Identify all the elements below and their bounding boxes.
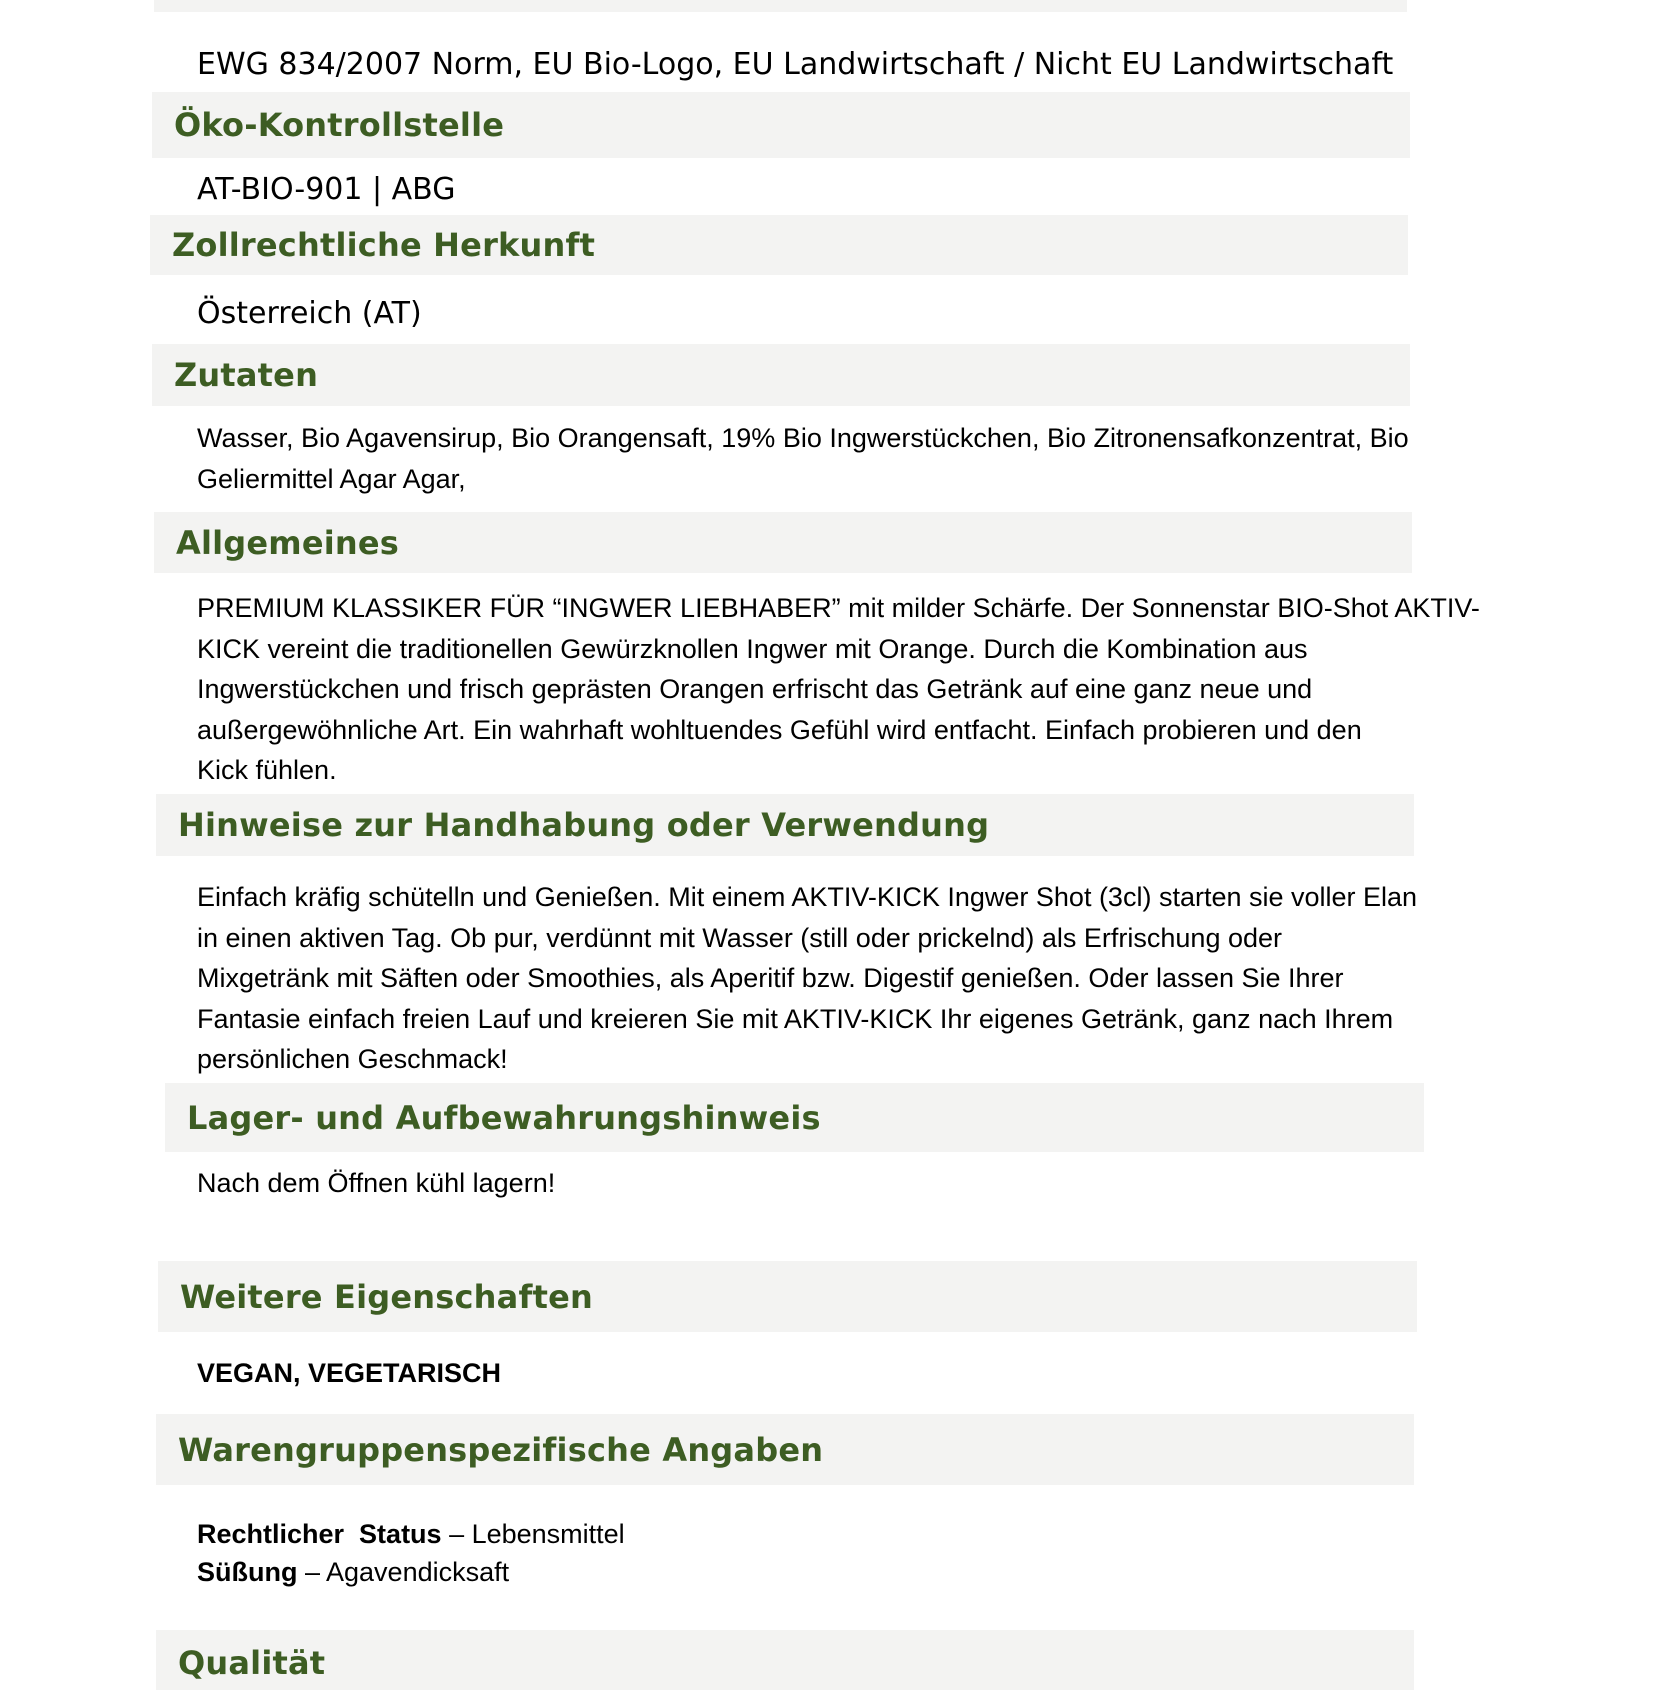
hinweise-line: persönlichen Geschmack! — [197, 1044, 508, 1074]
section-title-kontrollstelle: Öko-Kontrollstelle — [174, 106, 505, 144]
section-header-qualitaet — [156, 1630, 1414, 1690]
section-title-eigenschaften: Weitere Eigenschaften — [180, 1277, 593, 1316]
section-header-zutaten — [152, 344, 1410, 406]
section-header-kontrollstelle — [152, 92, 1410, 158]
eigenschaften-value: VEGAN, VEGETARISCH — [197, 1358, 502, 1388]
zutaten-text — [197, 418, 1409, 499]
hinweise-text — [197, 877, 1417, 1080]
warengruppe-suessung — [197, 1553, 509, 1591]
section-header-eigenschaften — [158, 1261, 1417, 1332]
zutaten-line: Wasser, Bio Agavensirup, Bio Orangensaft, 19% Bio Ingwerstückchen, Bio Zitronensafkonzentrat, Bio — [197, 423, 1409, 453]
section-title-herkunft: Zollrechtliche Herkunft — [172, 226, 596, 264]
section-header-herkunft — [150, 215, 1408, 275]
allgemeines-line: Ingwerstückchen und frisch geprästen Orangen erfrischt das Getränk auf eine ganz neue und — [197, 674, 1313, 704]
hinweise-line: Einfach kräfig schütelln und Genießen. Mit einem AKTIV-KICK Ingwer Shot (3cl) starten sie voller Elan — [197, 882, 1418, 912]
section-header-warengruppe — [156, 1414, 1414, 1485]
norm-text: EWG 834/2007 Norm, EU Bio-Logo, EU Landwirtschaft / Nicht EU Landwirtschaft — [197, 47, 1394, 82]
section-title-qualitaet: Qualität — [178, 1644, 326, 1682]
hinweise-line: Fantasie einfach freien Lauf und kreieren Sie mit AKTIV-KICK Ihr eigenes Getränk, ganz nach Ihrem — [197, 1003, 1394, 1034]
section-title-lager: Lager- und Aufbewahrungshinweis — [187, 1098, 821, 1137]
zutaten-line: Geliermittel Agar Agar, — [197, 463, 466, 494]
lager-value: Nach dem Öffnen kühl lagern! — [197, 1168, 556, 1198]
herkunft-value: Österreich (AT) — [197, 296, 422, 331]
hinweise-line: Mixgetränk mit Säften oder Smoothies, als Aperitif bzw. Digestif genießen. Oder lassen Sie Ihrer — [197, 963, 1344, 993]
partial-section-bar-top — [154, 0, 1407, 12]
hinweise-line: in einen aktiven Tag. Ob pur, verdünnt mit Wasser (still oder prickelnd) als Erfrischung oder — [197, 922, 1282, 953]
kontrollstelle-value: AT-BIO-901 | ABG — [197, 172, 456, 207]
section-title-warengruppe: Warengruppenspezifische Angaben — [178, 1430, 824, 1469]
section-title-zutaten: Zutaten — [174, 356, 319, 394]
section-header-lager — [165, 1083, 1424, 1152]
section-title-allgemeines: Allgemeines — [176, 523, 400, 562]
allgemeines-text — [197, 588, 1480, 791]
section-header-allgemeines — [154, 512, 1412, 573]
suessung-label: Süßung — [197, 1557, 298, 1587]
allgemeines-line: außergewöhnliche Art. Ein wahrhaft wohltuendes Gefühl wird entfacht. Einfach probieren und den — [197, 714, 1362, 745]
allgemeines-line: Kick fühlen. — [197, 755, 337, 785]
warengruppe-status — [197, 1515, 625, 1553]
status-label: Rechtlicher Status — [197, 1519, 442, 1549]
allgemeines-line: PREMIUM KLASSIKER FÜR “INGWER LIEBHABER” mit milder Schärfe. Der Sonnenstar BIO-Shot AKTIV- — [197, 593, 1480, 623]
suessung-value: – Agavendicksaft — [297, 1557, 510, 1587]
section-header-hinweise — [156, 794, 1414, 856]
allgemeines-line: KICK vereint die traditionellen Gewürzknollen Ingwer mit Orange. Durch die Kombination aus — [197, 633, 1308, 664]
status-value: – Lebensmittel — [441, 1519, 625, 1549]
section-title-hinweise: Hinweise zur Handhabung oder Verwendung — [178, 806, 990, 844]
